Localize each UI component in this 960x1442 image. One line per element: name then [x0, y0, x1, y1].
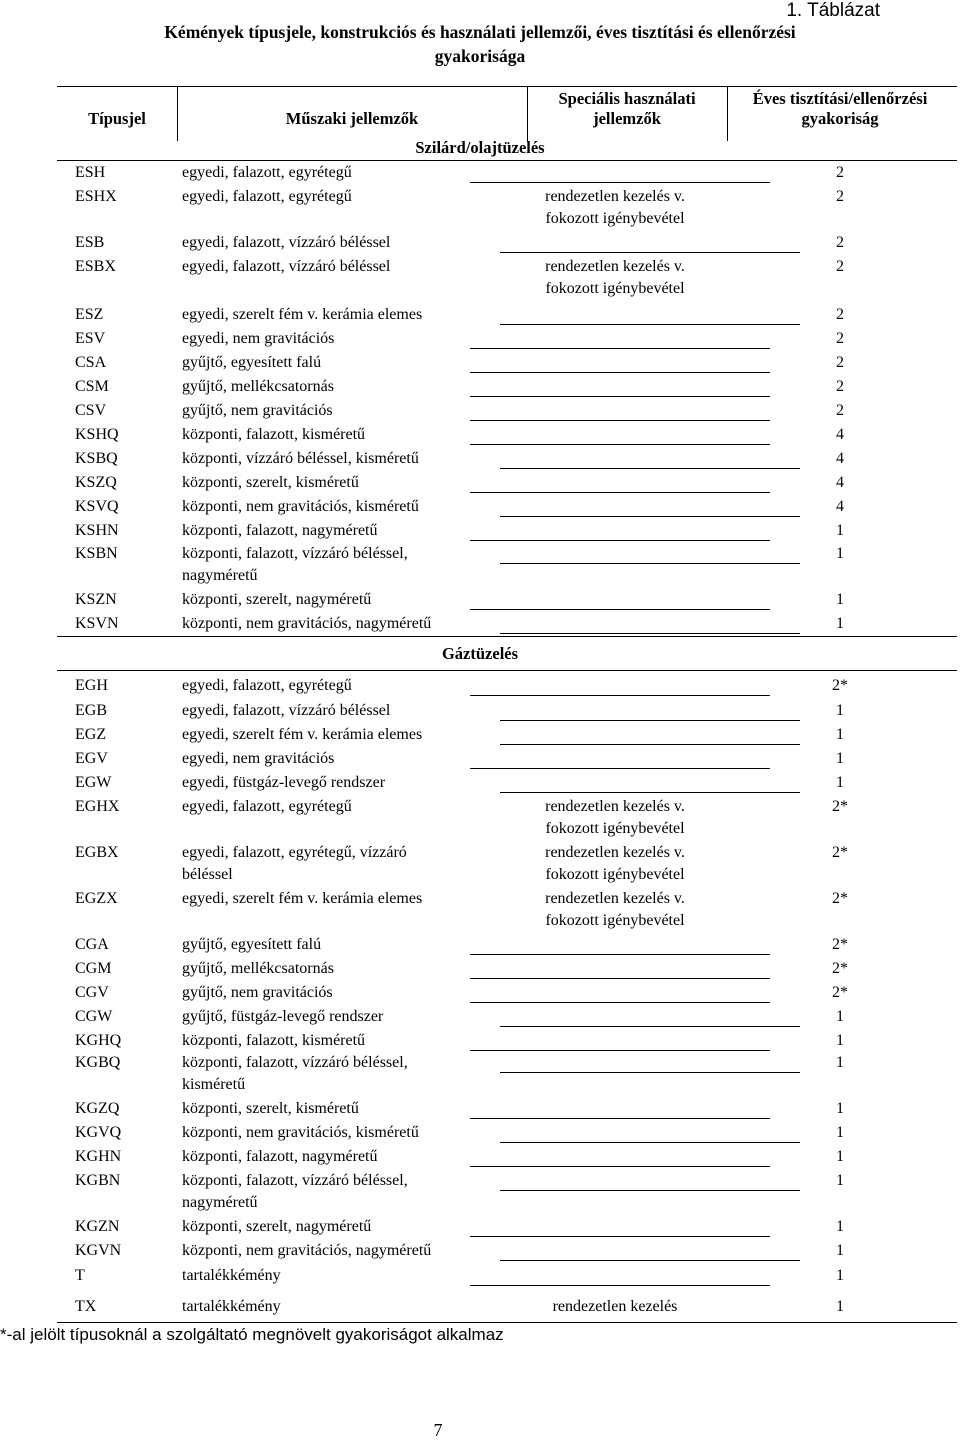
row-code: EGB [75, 702, 107, 719]
row-frequency: 2 [836, 188, 844, 205]
row-code: KGBQ [75, 1054, 121, 1071]
row-leader-line [500, 1260, 800, 1261]
row-frequency: 2* [832, 890, 848, 907]
section-solid-fuel: Szilárd/olajtüzelés [415, 138, 545, 157]
header-eves [727, 89, 953, 129]
row-code: T [75, 1267, 85, 1284]
row-description: gyűjtő, nem gravitációs [182, 984, 333, 1001]
section-gas: Gáztüzelés [441, 644, 519, 663]
row-description: központi, vízzáró béléssel, kisméretű [182, 450, 419, 467]
row-description: központi, falazott, nagyméretű [182, 1148, 378, 1165]
row-special-use-cont: fokozott igénybevétel [545, 866, 685, 883]
row-description: központi, nem gravitációs, kisméretű [182, 1124, 419, 1141]
row-frequency: 2* [832, 936, 848, 953]
table-header [57, 86, 957, 141]
row-frequency: 2 [836, 330, 844, 347]
title-line-2: gyakorisága [434, 46, 526, 66]
row-code: EGHX [75, 798, 120, 815]
row-frequency: 1 [836, 1032, 844, 1049]
row-frequency: 2 [836, 354, 844, 371]
section-rule [57, 670, 957, 671]
row-description: központi, falazott, kisméretű [182, 1032, 366, 1049]
row-description: központi, szerelt, nagyméretű [182, 1218, 372, 1235]
row-code: ESH [75, 164, 106, 181]
row-special-use-cont: fokozott igénybevétel [545, 912, 685, 929]
row-leader-line [500, 720, 800, 721]
row-frequency: 1 [836, 1218, 844, 1235]
row-frequency: 2 [836, 402, 844, 419]
row-description: egyedi, falazott, egyrétegű [182, 677, 352, 694]
row-description: egyedi, füstgáz-levegő rendszer [182, 774, 386, 791]
row-leader-line [470, 954, 770, 955]
row-leader-line [470, 492, 770, 493]
row-leader-line [470, 1236, 770, 1237]
header-specialis [527, 89, 727, 129]
row-code: ESB [75, 234, 105, 251]
row-description: egyedi, nem gravitációs [182, 750, 335, 767]
row-code: KSHN [75, 522, 119, 539]
row-leader-line [470, 1050, 770, 1051]
row-code: EGW [75, 774, 112, 791]
row-description-cont: béléssel [182, 866, 233, 883]
row-description: gyűjtő, mellékcsatornás [182, 960, 334, 977]
row-leader-line [500, 252, 800, 253]
row-leader-line [470, 768, 770, 769]
row-frequency: 2 [836, 306, 844, 323]
row-frequency: 2* [832, 677, 848, 694]
row-description: egyedi, falazott, egyrétegű [182, 798, 352, 815]
row-code: KGHQ [75, 1032, 122, 1049]
row-leader-line [470, 372, 770, 373]
row-frequency: 4 [836, 426, 844, 443]
row-code: KSVN [75, 615, 119, 632]
row-leader-line [500, 516, 800, 517]
row-description-cont: nagyméretű [182, 567, 258, 584]
row-description: központi, szerelt, kisméretű [182, 474, 359, 491]
row-leader-line [500, 792, 800, 793]
row-description: központi, falazott, vízzáró béléssel, [182, 545, 408, 562]
header-eves-line-1: Éves tisztítási/ellenőrzési [752, 89, 928, 108]
row-description: gyűjtő, füstgáz-levegő rendszer [182, 1008, 384, 1025]
row-frequency: 1 [836, 1172, 844, 1189]
row-code: ESV [75, 330, 106, 347]
row-leader-line [500, 1072, 800, 1073]
row-description: egyedi, falazott, vízzáró béléssel [182, 234, 391, 251]
row-frequency: 1 [836, 1054, 844, 1071]
row-description: központi, szerelt, kisméretű [182, 1100, 359, 1117]
row-frequency: 4 [836, 498, 844, 515]
row-leader-line [500, 468, 800, 469]
row-frequency: 1 [836, 774, 844, 791]
row-description: tartalékkémény [182, 1298, 281, 1315]
row-code: EGBX [75, 844, 119, 861]
row-special-use-cont: fokozott igénybevétel [545, 210, 685, 227]
row-special-use: rendezetlen kezelés v. [545, 844, 685, 861]
row-leader-line [470, 1002, 770, 1003]
page-title [0, 20, 960, 68]
table-label: 1. Táblázat [786, 0, 880, 21]
row-leader-line [470, 978, 770, 979]
row-description-cont: kisméretű [182, 1076, 246, 1093]
row-leader-line [500, 1190, 800, 1191]
row-frequency: 1 [836, 615, 844, 632]
section-rule [57, 160, 957, 161]
row-special-use: rendezetlen kezelés v. [545, 798, 685, 815]
row-code: KSZN [75, 591, 117, 608]
header-eves-line-2: gyakoriság [801, 109, 879, 128]
row-description: központi, falazott, vízzáró béléssel, [182, 1054, 408, 1071]
row-frequency: 1 [836, 545, 844, 562]
row-code: KSBQ [75, 450, 118, 467]
row-frequency: 1 [836, 702, 844, 719]
row-code: EGV [75, 750, 108, 767]
row-leader-line [470, 348, 770, 349]
row-frequency: 1 [836, 1267, 844, 1284]
row-code: KGHN [75, 1148, 122, 1165]
row-code: KSZQ [75, 474, 117, 491]
row-code: ESZ [75, 306, 104, 323]
row-special-use-cont: fokozott igénybevétel [545, 820, 685, 837]
row-frequency: 2 [836, 258, 844, 275]
row-special-use: rendezetlen kezelés [552, 1298, 678, 1315]
row-code: ESHX [75, 188, 117, 205]
header-muszaki: Műszaki jellemzők [285, 109, 419, 128]
row-frequency: 1 [836, 1100, 844, 1117]
row-leader-line [470, 609, 770, 610]
row-leader-line [470, 420, 770, 421]
row-description: gyűjtő, mellékcsatornás [182, 378, 334, 395]
row-description: egyedi, szerelt fém v. kerámia elemes [182, 306, 423, 323]
row-leader-line [500, 563, 800, 564]
row-frequency: 4 [836, 474, 844, 491]
row-frequency: 1 [836, 1124, 844, 1141]
row-code: EGH [75, 677, 108, 694]
footnote: *-al jelölt típusoknál a szolgáltató megnövelt gyakoriságot alkalmaz [0, 1325, 504, 1344]
row-description: egyedi, falazott, egyrétegű [182, 188, 352, 205]
row-special-use: rendezetlen kezelés v. [545, 258, 685, 275]
row-code: CSM [75, 378, 109, 395]
row-code: KSVQ [75, 498, 119, 515]
row-description: egyedi, falazott, vízzáró béléssel [182, 702, 391, 719]
row-special-use-cont: fokozott igénybevétel [545, 280, 685, 297]
row-special-use: rendezetlen kezelés v. [545, 188, 685, 205]
row-code: KGZQ [75, 1100, 120, 1117]
title-line-1: Kémények típusjele, konstrukciós és használati jellemzői, éves tisztítási és ellenőrzési [164, 22, 796, 42]
row-leader-line [500, 324, 800, 325]
row-leader-line [470, 1285, 770, 1286]
row-description: gyűjtő, egyesített falú [182, 354, 322, 371]
row-description: egyedi, falazott, vízzáró béléssel [182, 258, 391, 275]
row-leader-line [500, 1026, 800, 1027]
row-code: CGW [75, 1008, 113, 1025]
row-frequency: 1 [836, 750, 844, 767]
row-leader-line [470, 695, 770, 696]
row-leader-line [500, 744, 800, 745]
row-frequency: 2 [836, 164, 844, 181]
row-frequency: 1 [836, 591, 844, 608]
row-code: KGVQ [75, 1124, 122, 1141]
row-special-use: rendezetlen kezelés v. [545, 890, 685, 907]
row-code: KSBN [75, 545, 118, 562]
row-code: CGA [75, 936, 109, 953]
page-number: 7 [433, 1420, 443, 1440]
row-frequency: 2* [832, 984, 848, 1001]
row-code: CGV [75, 984, 109, 1001]
table-bottom-rule [57, 1322, 957, 1323]
row-description: egyedi, szerelt fém v. kerámia elemes [182, 726, 423, 743]
row-description-cont: nagyméretű [182, 1194, 258, 1211]
row-frequency: 1 [836, 1008, 844, 1025]
row-code: CGM [75, 960, 112, 977]
row-frequency: 2* [832, 844, 848, 861]
header-spec-line-1: Speciális használati [558, 89, 696, 108]
row-code: EGZX [75, 890, 118, 907]
row-leader-line [470, 540, 770, 541]
row-description: központi, nem gravitációs, nagyméretű [182, 1242, 432, 1259]
row-code: KSHQ [75, 426, 119, 443]
header-tipusjel: Típusjel [88, 109, 146, 128]
row-description: gyűjtő, egyesített falú [182, 936, 322, 953]
row-leader-line [470, 1118, 770, 1119]
row-leader-line [500, 1142, 800, 1143]
row-frequency: 2 [836, 378, 844, 395]
row-frequency: 1 [836, 1242, 844, 1259]
row-description: egyedi, nem gravitációs [182, 330, 335, 347]
row-code: KGZN [75, 1218, 120, 1235]
row-frequency: 4 [836, 450, 844, 467]
row-frequency: 2* [832, 960, 848, 977]
row-description: központi, falazott, nagyméretű [182, 522, 378, 539]
section-rule [57, 636, 957, 637]
row-description: gyűjtő, nem gravitációs [182, 402, 333, 419]
row-description: központi, szerelt, nagyméretű [182, 591, 372, 608]
row-leader-line [470, 444, 770, 445]
row-code: ESBX [75, 258, 116, 275]
row-frequency: 1 [836, 1148, 844, 1165]
row-frequency: 1 [836, 522, 844, 539]
row-leader-line [500, 633, 800, 634]
row-frequency: 1 [836, 1298, 844, 1315]
row-code: KGBN [75, 1172, 121, 1189]
row-description: egyedi, falazott, egyrétegű [182, 164, 352, 181]
row-code: EGZ [75, 726, 107, 743]
row-description: tartalékkémény [182, 1267, 281, 1284]
row-frequency: 2* [832, 798, 848, 815]
row-code: CSV [75, 402, 107, 419]
row-leader-line [470, 1166, 770, 1167]
row-frequency: 2 [836, 234, 844, 251]
row-code: CSA [75, 354, 107, 371]
row-description: központi, nem gravitációs, nagyméretű [182, 615, 432, 632]
row-description: központi, falazott, vízzáró béléssel, [182, 1172, 408, 1189]
row-leader-line [470, 396, 770, 397]
row-description: egyedi, szerelt fém v. kerámia elemes [182, 890, 423, 907]
row-code: KGVN [75, 1242, 122, 1259]
row-frequency: 1 [836, 726, 844, 743]
row-leader-line [470, 182, 770, 183]
row-description: egyedi, falazott, egyrétegű, vízzáró [182, 844, 407, 861]
header-spec-line-2: jellemzők [593, 109, 661, 128]
row-code: TX [75, 1298, 97, 1315]
row-description: központi, nem gravitációs, kisméretű [182, 498, 419, 515]
row-description: központi, falazott, kisméretű [182, 426, 366, 443]
